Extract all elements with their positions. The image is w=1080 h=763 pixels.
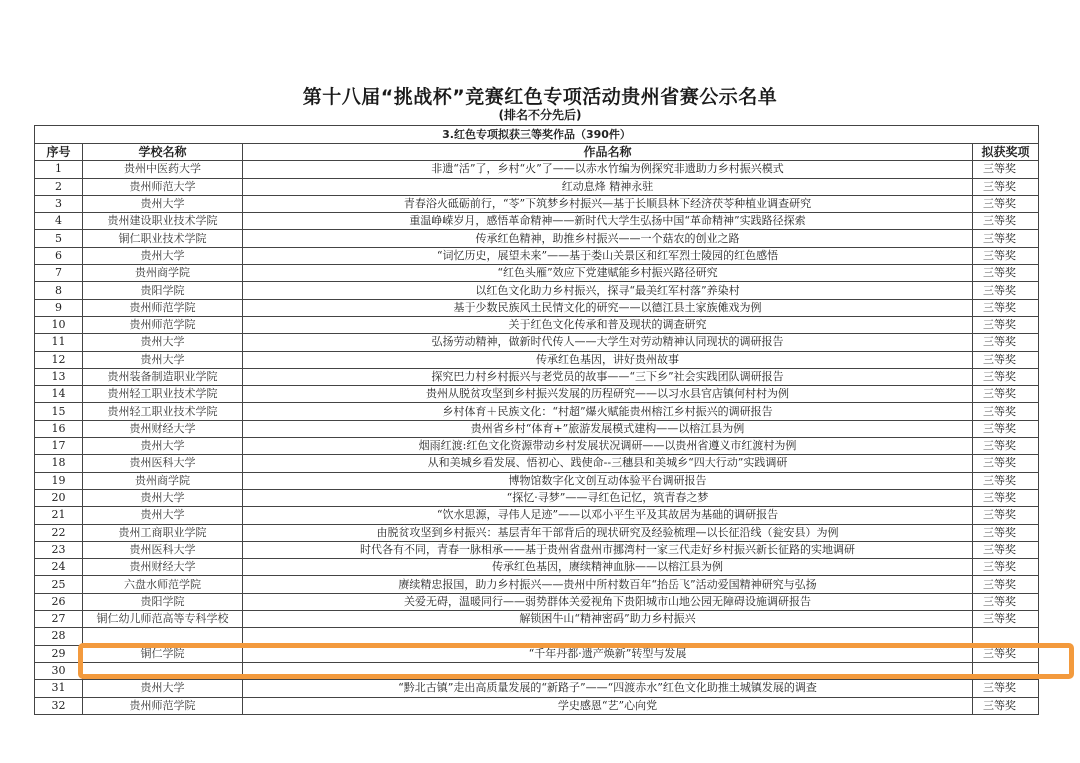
cell-award: 三等奖 [973, 611, 1039, 628]
cell-award [973, 628, 1039, 645]
table-row [35, 247, 1039, 264]
cell-no: 5 [35, 230, 83, 247]
cell-no: 7 [35, 265, 83, 282]
cell-no: 8 [35, 282, 83, 299]
cell-award: 三等奖 [973, 507, 1039, 524]
cell-award: 三等奖 [973, 213, 1039, 230]
table-row [35, 368, 1039, 385]
cell-no: 6 [35, 247, 83, 264]
table-row [35, 282, 1039, 299]
cell-school: 贵州大学 [83, 351, 243, 368]
cell-award: 三等奖 [973, 455, 1039, 472]
cell-title: “黔北古镇”走出高质量发展的“新路子”——“四渡赤水”红色文化助推土城镇发展的调查 [243, 680, 973, 697]
header-row [35, 144, 1039, 161]
table-row [35, 265, 1039, 282]
cell-school: 贵州装备制造职业学院 [83, 368, 243, 385]
cell-award: 三等奖 [973, 265, 1039, 282]
award-table [34, 125, 1039, 715]
col-header-title: 作品名称 [243, 144, 973, 161]
table-row [35, 316, 1039, 333]
cell-award: 三等奖 [973, 489, 1039, 506]
cell-title: 学史感恩“艺”心向党 [243, 697, 973, 714]
cell-school: 贵州医科大学 [83, 541, 243, 558]
cell-award: 三等奖 [973, 161, 1039, 178]
table-row [35, 386, 1039, 403]
table-row [35, 230, 1039, 247]
table-row [35, 472, 1039, 489]
cell-award: 三等奖 [973, 334, 1039, 351]
cell-award: 三等奖 [973, 351, 1039, 368]
cell-school: 贵州大学 [83, 680, 243, 697]
col-header-no: 序号 [35, 144, 83, 161]
cell-school: 贵州师范大学 [83, 178, 243, 195]
cell-school: 贵州医科大学 [83, 455, 243, 472]
page-subtitle: (排名不分先后) [498, 108, 582, 122]
cell-no: 10 [35, 316, 83, 333]
page-title: 第十八届“挑战杯”竞赛红色专项活动贵州省赛公示名单 [302, 86, 778, 108]
cell-no: 12 [35, 351, 83, 368]
cell-no: 24 [35, 559, 83, 576]
cell-title: “饮水思源，寻伟人足迹”——以邓小平生平及其故居为基础的调研报告 [243, 507, 973, 524]
cell-school: 贵州建设职业技术学院 [83, 213, 243, 230]
cell-school: 贵州师范学院 [83, 299, 243, 316]
table-body [35, 126, 1039, 715]
cell-title: 乡村体育＋民族文化：“村超”爆火赋能贵州榕江乡村振兴的调研报告 [243, 403, 973, 420]
cell-award: 三等奖 [973, 438, 1039, 455]
cell-no: 28 [35, 628, 83, 645]
cell-no: 32 [35, 697, 83, 714]
cell-title: 烟雨红渡:红色文化资源带动乡村发展状况调研——以贵州省遵义市红渡村为例 [243, 438, 973, 455]
cell-school [83, 662, 243, 679]
table-row [35, 334, 1039, 351]
table-row [35, 351, 1039, 368]
cell-title: “红色头雁”效应下党建赋能乡村振兴路径研究 [243, 265, 973, 282]
cell-title: 由脱贫攻坚到乡村振兴：基层青年干部背后的现状研究及经验梳理—以长征沿线（瓮安县）为例 [243, 524, 973, 541]
cell-school: 贵州大学 [83, 438, 243, 455]
section-row [35, 126, 1039, 144]
cell-award: 三等奖 [973, 559, 1039, 576]
cell-title: 传承红色基因，赓续精神血脉——以榕江县为例 [243, 559, 973, 576]
cell-school: 贵州轻工职业技术学院 [83, 386, 243, 403]
cell-title [243, 662, 973, 679]
cell-no: 1 [35, 161, 83, 178]
cell-no: 19 [35, 472, 83, 489]
cell-school: 贵州师范学院 [83, 697, 243, 714]
table-row [35, 524, 1039, 541]
cell-school: 贵州财经大学 [83, 559, 243, 576]
cell-title: 博物馆数字化文创互动体验平台调研报告 [243, 472, 973, 489]
cell-award: 三等奖 [973, 178, 1039, 195]
cell-school: 贵州财经大学 [83, 420, 243, 437]
cell-award: 三等奖 [973, 420, 1039, 437]
cell-award: 三等奖 [973, 472, 1039, 489]
cell-school: 贵州工商职业学院 [83, 524, 243, 541]
table-row [35, 645, 1039, 662]
cell-no: 3 [35, 195, 83, 212]
cell-school: 贵州大学 [83, 334, 243, 351]
cell-award: 三等奖 [973, 299, 1039, 316]
table-row [35, 420, 1039, 437]
table-row [35, 662, 1039, 679]
cell-no: 9 [35, 299, 83, 316]
cell-title [243, 628, 973, 645]
col-header-school: 学校名称 [83, 144, 243, 161]
cell-award: 三等奖 [973, 195, 1039, 212]
table-row [35, 489, 1039, 506]
cell-title: 重温峥嵘岁月，感悟革命精神——新时代大学生弘扬中国“革命精神”实践路径探索 [243, 213, 973, 230]
cell-school: 贵州大学 [83, 247, 243, 264]
cell-no: 22 [35, 524, 83, 541]
cell-no: 31 [35, 680, 83, 697]
cell-title: 青春浴火砥砺前行，“苓”下筑梦乡村振兴—基于长顺县林下经济茯苓种植业调查研究 [243, 195, 973, 212]
table-row [35, 593, 1039, 610]
table-row [35, 195, 1039, 212]
cell-title: 红动息烽 精神永驻 [243, 178, 973, 195]
table-row [35, 438, 1039, 455]
cell-school [83, 628, 243, 645]
cell-title: 赓续精忠报国，助力乡村振兴——贵州中所村数百年“抬岳飞”活动爱国精神研究与弘扬 [243, 576, 973, 593]
cell-title: 关爱无碍，温暖同行——弱势群体关爱视角下贵阳城市山地公园无障碍设施调研报告 [243, 593, 973, 610]
cell-school: 贵州大学 [83, 195, 243, 212]
cell-no: 30 [35, 662, 83, 679]
cell-title: 以红色文化助力乡村振兴，探寻“最美红军村落”养染村 [243, 282, 973, 299]
cell-award: 三等奖 [973, 386, 1039, 403]
cell-no: 27 [35, 611, 83, 628]
cell-title: 贵州从脱贫攻坚到乡村振兴发展的历程研究——以习水县官店镇何村村为例 [243, 386, 973, 403]
cell-award: 三等奖 [973, 247, 1039, 264]
cell-award: 三等奖 [973, 282, 1039, 299]
table-row [35, 628, 1039, 645]
cell-school: 贵州商学院 [83, 472, 243, 489]
cell-title: 从和美城乡看发展、悟初心、践使命--三穗县和美城乡“四大行动”实践调研 [243, 455, 973, 472]
table-row [35, 161, 1039, 178]
cell-school: 贵州师范学院 [83, 316, 243, 333]
cell-title: 探究巴力村乡村振兴与老党员的故事——“三下乡”社会实践团队调研报告 [243, 368, 973, 385]
cell-award: 三等奖 [973, 697, 1039, 714]
cell-title: 基于少数民族风土民情文化的研究——以德江县土家族傩戏为例 [243, 299, 973, 316]
cell-title: 非遗“活”了，乡村“火”了——以赤水竹编为例探究非遗助力乡村振兴模式 [243, 161, 973, 178]
table-row [35, 299, 1039, 316]
cell-school: 铜仁学院 [83, 645, 243, 662]
cell-award: 三等奖 [973, 316, 1039, 333]
cell-award: 三等奖 [973, 403, 1039, 420]
cell-school: 贵阳学院 [83, 593, 243, 610]
table-row [35, 507, 1039, 524]
cell-award: 三等奖 [973, 368, 1039, 385]
cell-no: 29 [35, 645, 83, 662]
cell-title: “千年丹都·遗产焕新”转型与发展 [243, 645, 973, 662]
cell-no: 2 [35, 178, 83, 195]
table-row [35, 559, 1039, 576]
cell-award: 三等奖 [973, 541, 1039, 558]
cell-award [973, 662, 1039, 679]
cell-school: 贵州中医药大学 [83, 161, 243, 178]
table-row [35, 455, 1039, 472]
cell-title: 解锁困牛山“精神密码”助力乡村振兴 [243, 611, 973, 628]
table-row [35, 403, 1039, 420]
cell-school: 贵州大学 [83, 489, 243, 506]
table-row [35, 611, 1039, 628]
cell-award: 三等奖 [973, 680, 1039, 697]
cell-no: 11 [35, 334, 83, 351]
cell-no: 14 [35, 386, 83, 403]
table-row [35, 541, 1039, 558]
cell-no: 26 [35, 593, 83, 610]
cell-no: 17 [35, 438, 83, 455]
table-row [35, 213, 1039, 230]
cell-award: 三等奖 [973, 576, 1039, 593]
cell-title: “词忆历史，展望未来”——基于娄山关景区和红军烈士陵园的红色感悟 [243, 247, 973, 264]
cell-award: 三等奖 [973, 230, 1039, 247]
cell-no: 16 [35, 420, 83, 437]
cell-award: 三等奖 [973, 524, 1039, 541]
cell-no: 23 [35, 541, 83, 558]
table-row [35, 576, 1039, 593]
cell-no: 21 [35, 507, 83, 524]
cell-school: 贵阳学院 [83, 282, 243, 299]
section-title: 3.红色专项拟获三等奖作品（390件） [35, 126, 1039, 144]
table-row [35, 697, 1039, 714]
col-header-award: 拟获奖项 [973, 144, 1039, 161]
cell-school: 贵州商学院 [83, 265, 243, 282]
cell-title: “探忆·寻梦”——寻红色记忆，筑青春之梦 [243, 489, 973, 506]
cell-school: 铜仁职业技术学院 [83, 230, 243, 247]
cell-title: 弘扬劳动精神，做新时代传人——大学生对劳动精神认同现状的调研报告 [243, 334, 973, 351]
cell-school: 六盘水师范学院 [83, 576, 243, 593]
cell-no: 25 [35, 576, 83, 593]
cell-title: 关于红色文化传承和普及现状的调查研究 [243, 316, 973, 333]
cell-title: 贵州省乡村“体育+”旅游发展模式建构——以榕江县为例 [243, 420, 973, 437]
cell-school: 铜仁幼儿师范高等专科学校 [83, 611, 243, 628]
cell-title: 传承红色基因，讲好贵州故事 [243, 351, 973, 368]
cell-no: 13 [35, 368, 83, 385]
cell-no: 4 [35, 213, 83, 230]
cell-school: 贵州轻工职业技术学院 [83, 403, 243, 420]
cell-school: 贵州大学 [83, 507, 243, 524]
cell-no: 18 [35, 455, 83, 472]
cell-title: 时代各有不同，青春一脉相承——基于贵州省盘州市挪湾村一家三代走好乡村振兴新长征路的实地调研 [243, 541, 973, 558]
cell-award: 三等奖 [973, 593, 1039, 610]
table-row [35, 680, 1039, 697]
cell-award: 三等奖 [973, 645, 1039, 662]
cell-title: 传承红色精神，助推乡村振兴——一个菇农的创业之路 [243, 230, 973, 247]
cell-no: 20 [35, 489, 83, 506]
cell-no: 15 [35, 403, 83, 420]
table-row [35, 178, 1039, 195]
